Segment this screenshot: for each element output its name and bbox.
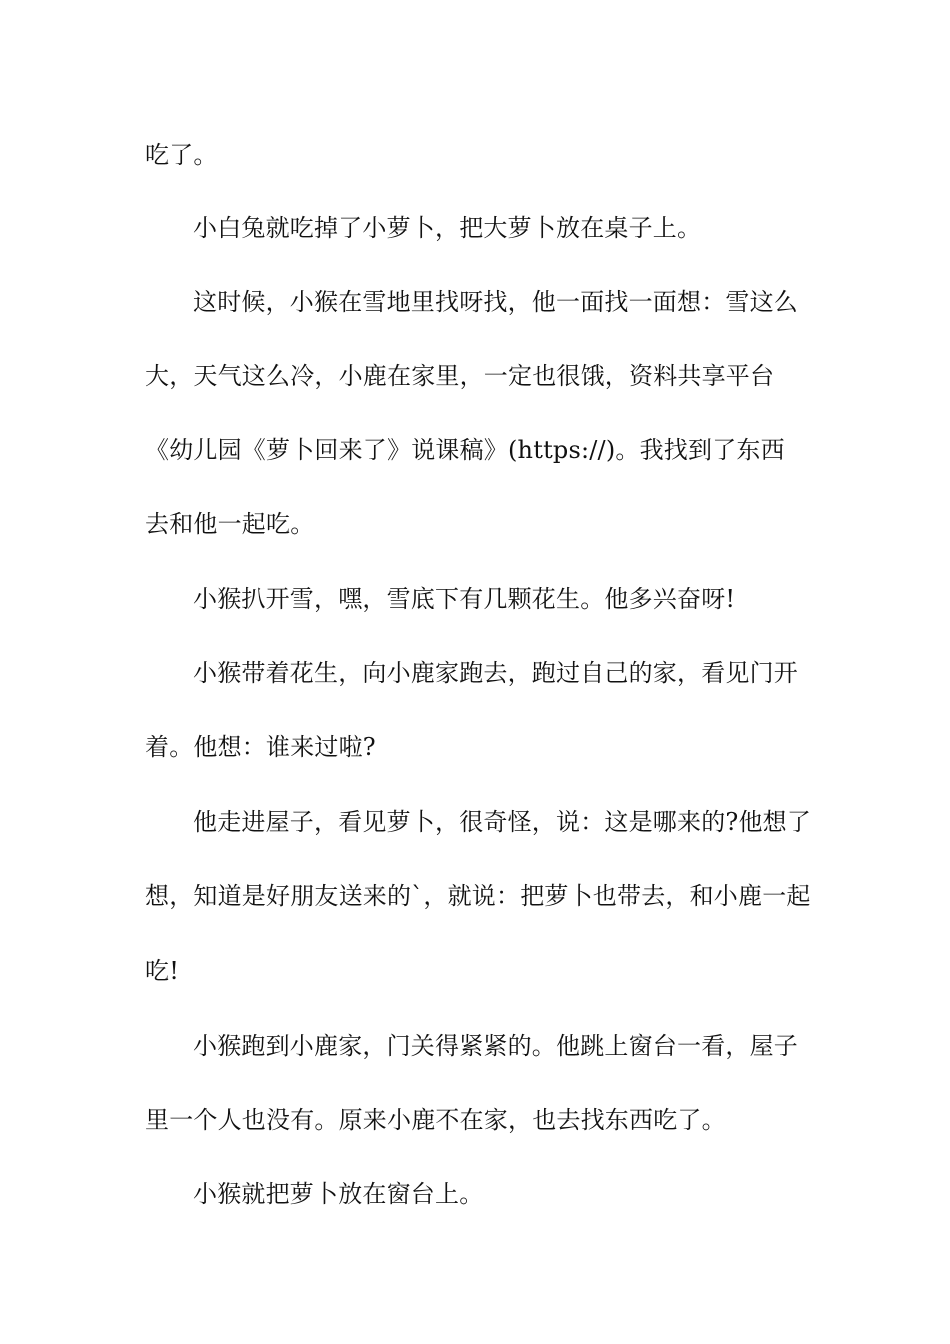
text-line-9: 着。他想：谁来过啦? [145, 733, 376, 761]
paragraph-line-3: 这时候，小猴在雪地里找呀找，他一面找一面想：雪这么 [193, 288, 798, 316]
text-line-4: 大，天气这么冷，小鹿在家里，一定也很饿，资料共享平台 [145, 362, 775, 390]
text-line-5: 《幼儿园《萝卜回来了》说课稿》(https://)。我找到了东西 [145, 436, 785, 464]
paragraph-line-2: 小白兔就吃掉了小萝卜，把大萝卜放在桌子上。 [193, 214, 702, 242]
text-line-6: 去和他一起吃。 [145, 510, 315, 538]
paragraph-line-15: 小猴就把萝卜放在窗台上。 [193, 1180, 484, 1208]
paragraph-line-13: 小猴跑到小鹿家，门关得紧紧的。他跳上窗台一看，屋子 [193, 1032, 798, 1060]
paragraph-line-7: 小猴扒开雪，嘿，雪底下有几颗花生。他多兴奋呀! [193, 585, 736, 613]
text-line-11: 想，知道是好朋友送来的`，就说：把萝卜也带去，和小鹿一起 [145, 882, 811, 910]
text-line-12: 吃! [145, 957, 180, 985]
text-line-1: 吃了。 [145, 141, 218, 169]
paragraph-line-10: 他走进屋子，看见萝卜，很奇怪，说：这是哪来的?他想了 [193, 808, 812, 836]
text-line-14: 里一个人也没有。原来小鹿不在家，也去找东西吃了。 [145, 1106, 726, 1134]
paragraph-line-8: 小猴带着花生，向小鹿家跑去，跑过自己的家，看见门开 [193, 659, 798, 687]
